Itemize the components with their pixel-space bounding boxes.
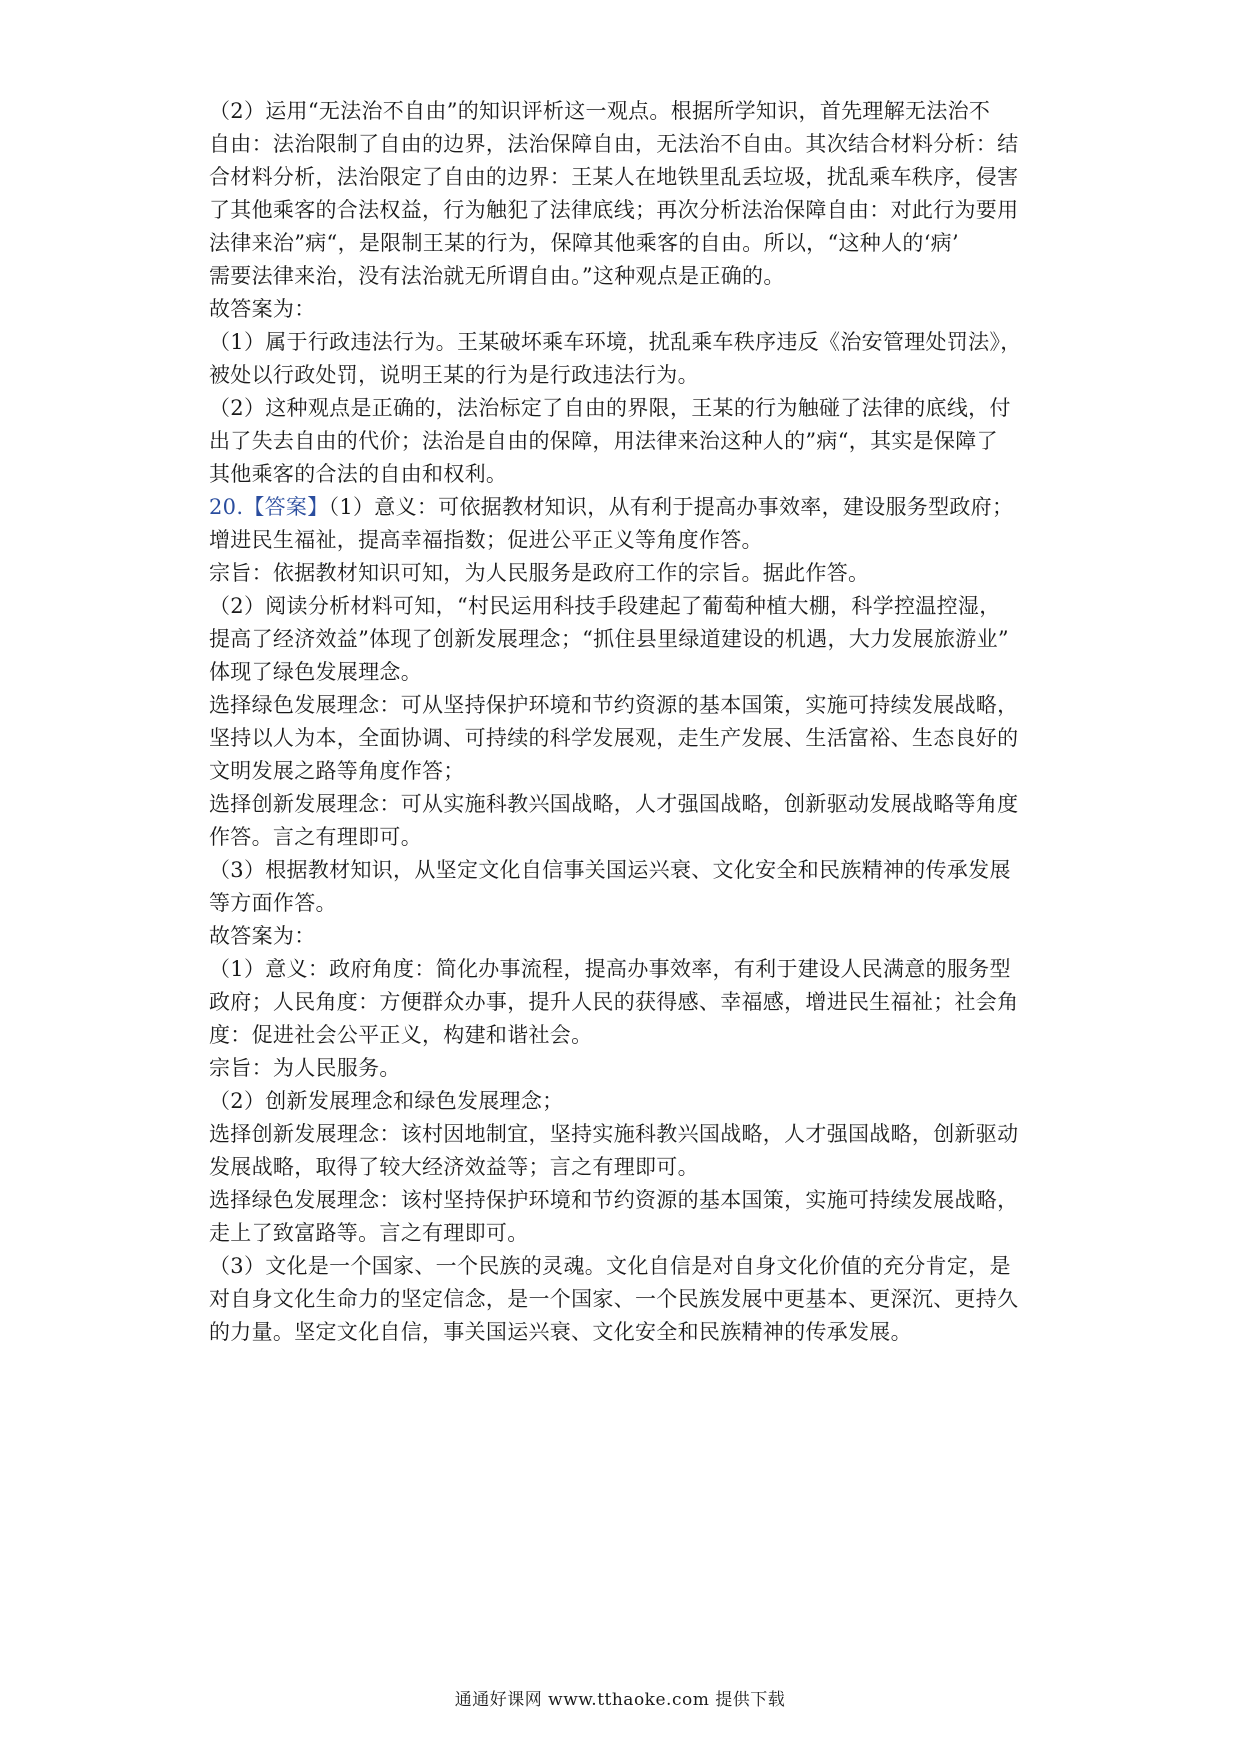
text-line: （1）属于行政违法行为。王某破坏乘车环境，扰乱乘车秩序违反《治安管理处罚法》， — [209, 330, 1022, 354]
document-body — [209, 95, 1039, 1349]
text-line: 等方面作答。 — [209, 891, 337, 915]
text-line: 被处以行政处罚，说明王某的行为是行政违法行为。 — [209, 363, 699, 387]
text-line: 政府；人民角度：方便群众办事，提升人民的获得感、幸福感，增进民生福祉；社会角 — [209, 990, 1019, 1014]
text-line: 作答。言之有理即可。 — [209, 825, 422, 849]
text-line: 增进民生福祉，提高幸福指数；促进公平正义等角度作答。 — [209, 528, 763, 552]
text-line: （2）创新发展理念和绿色发展理念； — [209, 1089, 564, 1113]
text-line: （3）文化是一个国家、一个民族的灵魂。文化自信是对自身文化价值的充分肯定，是 — [209, 1254, 1011, 1278]
text-line: 文明发展之路等角度作答； — [209, 759, 465, 783]
q20-heading-line — [209, 491, 1039, 524]
text-line: 了其他乘客的合法权益，行为触犯了法律底线；再次分析法治保障自由：对此行为要用 — [209, 198, 1019, 222]
text-line: （2）运用“无法治不自由”的知识评析这一观点。根据所学知识，首先理解无法治不 — [209, 99, 991, 123]
answer-block-q19 — [209, 95, 1039, 491]
text-line: 选择创新发展理念：可从实施科教兴国战略，人才强国战略，创新驱动发展战略等角度 — [209, 792, 1019, 816]
text-line: 发展战略，取得了较大经济效益等；言之有理即可。 — [209, 1155, 699, 1179]
text-line: 度：促进社会公平正义，构建和谐社会。 — [209, 1023, 593, 1047]
text-line: 对自身文化生命力的坚定信念，是一个国家、一个民族发展中更基本、更深沉、更持久 — [209, 1287, 1019, 1311]
text-line: 合材料分析，法治限定了自由的边界：王某人在地铁里乱丢垃圾，扰乱乘车秩序，侵害 — [209, 165, 1019, 189]
text-line: （2）阅读分析材料可知，“村民运用科技手段建起了葡萄种植大棚，科学控温控湿， — [209, 594, 1001, 618]
text-line: （3）根据教材知识，从坚定文化自信事关国运兴衰、文化安全和民族精神的传承发展 — [209, 858, 1011, 882]
text-line: 其他乘客的合法的自由和权利。 — [209, 462, 508, 486]
text-line: （2）这种观点是正确的，法治标定了自由的界限，王某的行为触碰了法律的底线，付 — [209, 396, 1011, 420]
text-line: 体现了绿色发展理念。 — [209, 660, 422, 684]
text-line: 提高了经济效益”体现了创新发展理念；“抓住县里绿道建设的机遇，大力发展旅游业” — [209, 627, 1009, 651]
text-line: 选择创新发展理念：该村因地制宜，坚持实施科教兴国战略，人才强国战略，创新驱动 — [209, 1122, 1019, 1146]
q20-answer-tag: 【答案】 — [243, 495, 329, 519]
text-line: 的力量。坚定文化自信，事关国运兴衰、文化安全和民族精神的传承发展。 — [209, 1320, 912, 1344]
text-line: 宗旨：为人民服务。 — [209, 1056, 401, 1080]
text-line: 选择绿色发展理念：可从坚持保护环境和节约资源的基本国策，实施可持续发展战略， — [209, 693, 1019, 717]
text-line: （1）意义：政府角度：简化办事流程，提高办事效率，有利于建设人民满意的服务型 — [209, 957, 1011, 981]
text-line: 出了失去自由的代价；法治是自由的保障，用法律来治这种人的”病“，其实是保障了 — [209, 429, 998, 453]
text-line: 选择绿色发展理念：该村坚持保护环境和节约资源的基本国策，实施可持续发展战略， — [209, 1188, 1019, 1212]
answer-block-q20 — [209, 524, 1039, 1349]
page-footer: 通通好课网 www.tthaoke.com 提供下载 — [454, 1690, 786, 1710]
text-line: 故答案为： — [209, 297, 316, 321]
q20-number: 20. — [209, 495, 244, 519]
text-line: 坚持以人为本，全面协调、可持续的科学发展观，走生产发展、生活富裕、生态良好的 — [209, 726, 1019, 750]
text-line: 需要法律来治，没有法治就无所谓自由。”这种观点是正确的。 — [209, 264, 785, 288]
text-line: 宗旨：依据教材知识可知，为人民服务是政府工作的宗旨。据此作答。 — [209, 561, 870, 585]
text-line: 自由：法治限制了自由的边界，法治保障自由，无法治不自由。其次结合材料分析：结 — [209, 132, 1019, 156]
text-line: 法律来治”病“，是限制王某的行为，保障其他乘客的自由。所以，“这种人的‘病’ — [209, 231, 959, 255]
text-line: 故答案为： — [209, 924, 316, 948]
q20-first-text: （1）意义：可依据教材知识，从有利于提高办事效率，建设服务型政府； — [328, 495, 1014, 519]
text-line: 走上了致富路等。言之有理即可。 — [209, 1221, 529, 1245]
